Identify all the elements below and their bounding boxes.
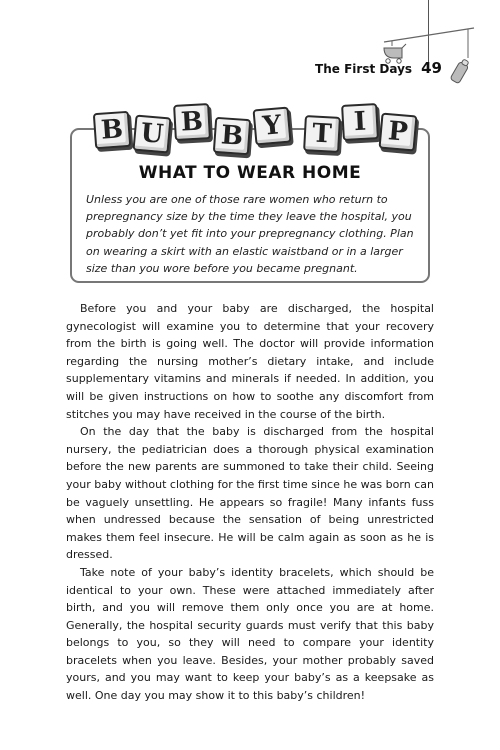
- letter-block: T: [303, 115, 341, 153]
- letter-block: B: [93, 111, 131, 149]
- letter-block: P: [378, 112, 417, 151]
- paragraph: Take note of your baby’s identity bracelets, which should be identical to your own. These were attached immediately after birth, and you will remove them only once you are at home. Generally, the hospital security guards must verify that this baby belongs to you, so they will need to compare your identity bracelets when you leave. Besides, your mother probably saved yours, and you may want to keep your baby’s as a keepsake as well. One day you may show it to this baby’s children!: [66, 565, 434, 703]
- letter-block: B: [173, 103, 211, 141]
- letter-block: I: [341, 103, 379, 141]
- baby-mobile-icon: [376, 20, 486, 90]
- paragraph: Before you and your baby are discharged, the hospital gynecologist will examine you to determine that your recovery from the birth is going well. The doctor will provide information regarding the nursing mother’s dietary intake, and include supplementary vitamins and minerals if needed. In addition, you will be given instructions on how to soothe any discomfort from stitches you may have received in the course of the birth.: [66, 302, 434, 421]
- tip-body: Unless you are one of those rare women who return to prepregnancy size by the time they leave the hospital, you probably don’t yet fit into your prepregnancy clothing. Plan on wearing a skirt with an elastic waistband or in a larger size than you wore before you became pregnant.: [86, 193, 414, 275]
- letter-block: U: [132, 114, 171, 153]
- baby-bottle-icon: [450, 58, 471, 84]
- running-head: [300, 58, 442, 77]
- bubby-tip-blocks: [90, 98, 420, 156]
- section-title: The First Days: [315, 62, 413, 76]
- main-text: [66, 300, 434, 705]
- paragraph: On the day that the baby is discharged from the hospital nursery, the pediatrician does a thorough physical examination before the new parents are summoned to take their child. Seeing your baby without clothing for the first time since he was born can be vaguely unsettling. He appears so fragile! Many infants fuss when undressed because the sensation of being unrestricted makes them feel insecure. He will be calm again as soon as he is dressed.: [66, 425, 434, 562]
- tip-title: WHAT TO WEAR HOME: [138, 163, 362, 183]
- letter-block: B: [213, 117, 251, 155]
- page-number: 49: [421, 59, 442, 77]
- letter-block: Y: [252, 106, 291, 145]
